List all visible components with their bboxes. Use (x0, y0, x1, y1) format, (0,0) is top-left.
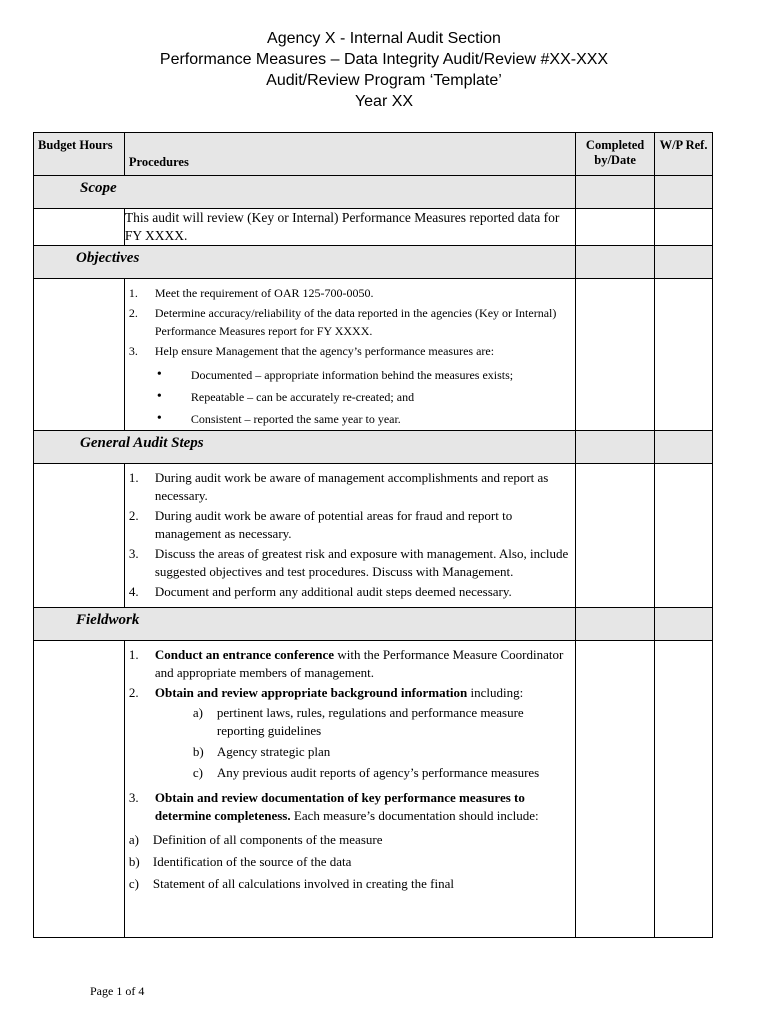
list-item: b) Identification of the source of the data (128, 854, 352, 869)
section-title: General Audit Steps (80, 435, 204, 451)
bullet-icon: • (156, 367, 162, 382)
list-item: 2. Determine accuracy/reliability of the data reported in the agencies (Key or Internal) Performance Measures report for FY XXXX. (128, 306, 557, 338)
col-budget-hours: Budget Hours (34, 133, 125, 176)
col-wp-ref: W/P Ref. (655, 133, 713, 176)
objectives-bullets (125, 364, 575, 430)
list-item: • Documented – appropriate information behind the measures exists; (157, 364, 575, 386)
objectives-list (125, 279, 575, 364)
section-general-audit-steps (34, 431, 713, 464)
bullet-icon: • (156, 389, 162, 404)
fieldwork-list (125, 641, 575, 829)
list-item: 2. Obtain and review appropriate background information including: a) pertinent laws, rules, regulations and performance measure reporting guidelines b) Agency strategic plan c) Any previous audit reports of agency’s performance measures (129, 684, 571, 787)
table-row (34, 279, 713, 431)
list-item: c) Statement of all calculations involved in creating the final (128, 876, 454, 891)
page-number: Page 1 of 4 (90, 984, 145, 998)
header-year: Year XX (354, 93, 414, 110)
header-program: Audit/Review Program ‘Template’ (266, 72, 502, 89)
audit-program-table (33, 132, 713, 938)
list-item: 3. Help ensure Management that the agency’s performance measures are: (128, 344, 495, 358)
header-agency: Agency X - Internal Audit Section (267, 30, 501, 47)
list-item: 2. During audit work be aware of potential areas for fraud and report to management as necessary. (128, 508, 513, 541)
list-item: 1. Meet the requirement of OAR 125-700-0050. (128, 286, 374, 300)
list-item: c) Any previous audit reports of agency’s performance measures (192, 765, 540, 780)
list-item: • Repeatable – can be accurately re-created; and (157, 386, 575, 408)
document-header (0, 28, 768, 112)
list-item: b) Agency strategic plan (192, 744, 331, 759)
section-title: Fieldwork (76, 612, 140, 628)
table-row (34, 464, 713, 608)
documentation-sublist (125, 829, 575, 899)
table-row (34, 209, 713, 246)
list-item: 3. Discuss the areas of greatest risk and exposure with management. Also, include suggested objectives and test procedures. Discuss with Management. (128, 546, 569, 579)
list-item: • Consistent – reported the same year to year. (157, 408, 575, 430)
section-scope (34, 176, 713, 209)
bullet-icon: • (156, 411, 162, 426)
list-item: a) pertinent laws, rules, regulations and performance measure reporting guidelines (192, 705, 524, 738)
scope-text: This audit will review (Key or Internal) Performance Measures reported data for FY XXXX. (124, 209, 575, 246)
col-completed: Completed by/Date (576, 133, 655, 176)
section-title: Scope (80, 180, 117, 196)
section-objectives (34, 246, 713, 279)
list-item: a) Definition of all components of the measure (128, 832, 383, 847)
list-item: 1. During audit work be aware of management accomplishments and report as necessary. (128, 470, 549, 503)
general-steps-list (125, 464, 575, 607)
col-procedures: Procedures (124, 133, 575, 176)
section-title: Objectives (76, 250, 140, 266)
list-item: 4. Document and perform any additional audit steps deemed necessary. (128, 584, 512, 599)
list-item: 1. Conduct an entrance conference with the Performance Measure Coordinator and appropriate members of management. (128, 647, 564, 680)
header-title: Performance Measures – Data Integrity Audit/Review #XX-XXX (159, 51, 609, 68)
table-header-row (34, 133, 713, 176)
list-item: 3. Obtain and review documentation of key performance measures to determine completeness. Each measure’s documentation should include: (128, 790, 539, 823)
section-fieldwork (34, 608, 713, 641)
background-info-sublist (155, 702, 571, 787)
table-row (34, 641, 713, 938)
